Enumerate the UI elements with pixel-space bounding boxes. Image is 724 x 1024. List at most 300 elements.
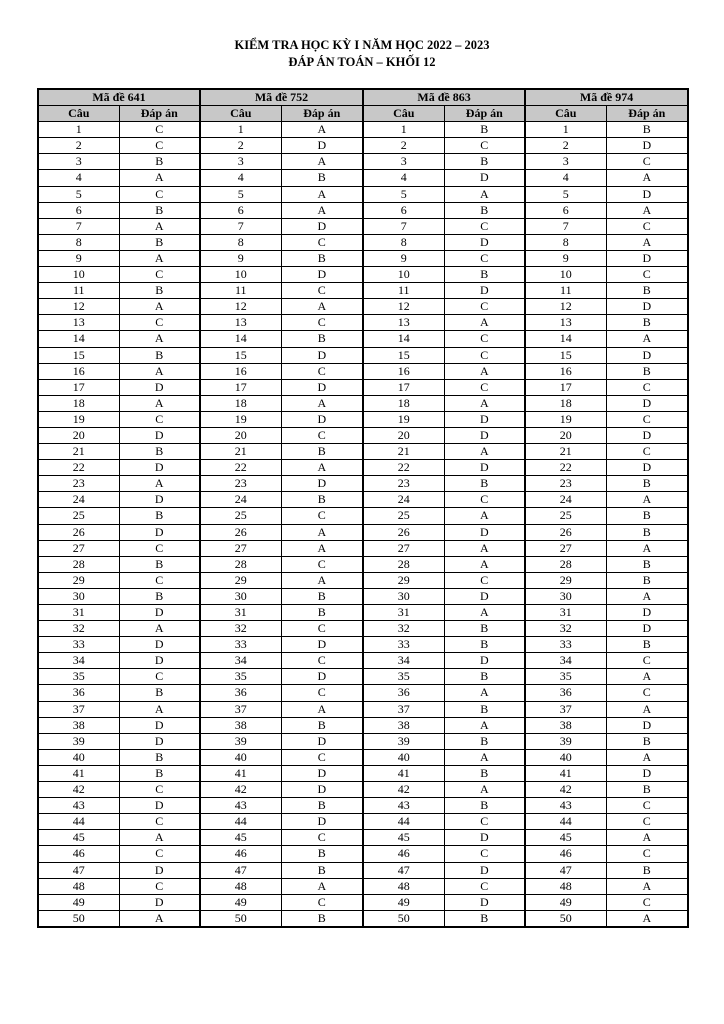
- question-number: 41: [363, 765, 444, 781]
- question-column-header: Câu: [38, 106, 119, 122]
- question-number: 14: [525, 331, 606, 347]
- question-number: 33: [363, 637, 444, 653]
- answer-cell: C: [444, 814, 525, 830]
- table-row: [38, 234, 688, 250]
- question-number: 49: [38, 894, 119, 910]
- question-number: 6: [38, 202, 119, 218]
- question-number: 44: [200, 814, 281, 830]
- answer-cell: A: [606, 588, 688, 604]
- answer-cell: B: [606, 315, 688, 331]
- question-number: 36: [363, 685, 444, 701]
- answer-cell: C: [444, 250, 525, 266]
- question-number: 37: [38, 701, 119, 717]
- question-number: 20: [363, 427, 444, 443]
- answer-cell: D: [119, 460, 200, 476]
- question-number: 19: [38, 411, 119, 427]
- answer-cell: A: [444, 685, 525, 701]
- question-number: 13: [363, 315, 444, 331]
- answer-cell: D: [606, 621, 688, 637]
- question-number: 5: [200, 186, 281, 202]
- table-row: [38, 910, 688, 927]
- table-row: [38, 283, 688, 299]
- question-number: 13: [38, 315, 119, 331]
- answer-cell: B: [444, 202, 525, 218]
- answer-cell: D: [281, 379, 363, 395]
- answer-cell: B: [119, 765, 200, 781]
- answer-cell: A: [281, 524, 363, 540]
- answer-cell: C: [606, 218, 688, 234]
- answer-cell: C: [119, 814, 200, 830]
- question-number: 16: [38, 363, 119, 379]
- answer-cell: B: [606, 283, 688, 299]
- question-number: 4: [200, 170, 281, 186]
- question-number: 15: [38, 347, 119, 363]
- answer-cell: C: [119, 782, 200, 798]
- question-number: 16: [525, 363, 606, 379]
- question-number: 31: [38, 605, 119, 621]
- answer-cell: A: [444, 605, 525, 621]
- answer-cell: C: [281, 363, 363, 379]
- question-number: 21: [363, 444, 444, 460]
- question-number: 6: [363, 202, 444, 218]
- answer-cell: A: [606, 202, 688, 218]
- answer-cell: C: [606, 267, 688, 283]
- answer-cell: C: [281, 685, 363, 701]
- question-number: 4: [363, 170, 444, 186]
- answer-cell: D: [119, 605, 200, 621]
- question-number: 33: [525, 637, 606, 653]
- question-number: 50: [200, 910, 281, 927]
- answer-cell: A: [606, 669, 688, 685]
- answer-cell: D: [281, 411, 363, 427]
- answer-cell: D: [606, 250, 688, 266]
- table-row: [38, 782, 688, 798]
- question-number: 47: [525, 862, 606, 878]
- question-number: 7: [525, 218, 606, 234]
- answer-cell: D: [119, 653, 200, 669]
- table-row: [38, 363, 688, 379]
- answer-cell: A: [444, 395, 525, 411]
- question-number: 23: [38, 476, 119, 492]
- answer-cell: A: [281, 122, 363, 138]
- answer-cell: C: [119, 122, 200, 138]
- answer-cell: B: [281, 444, 363, 460]
- question-number: 19: [363, 411, 444, 427]
- answer-cell: C: [281, 894, 363, 910]
- question-number: 45: [38, 830, 119, 846]
- answer-cell: A: [119, 701, 200, 717]
- question-number: 20: [38, 427, 119, 443]
- answer-cell: C: [281, 234, 363, 250]
- answer-cell: D: [119, 798, 200, 814]
- answer-cell: A: [606, 540, 688, 556]
- question-number: 47: [200, 862, 281, 878]
- answer-cell: B: [606, 508, 688, 524]
- exam-code-header: Mã đề 752: [200, 89, 363, 106]
- question-column-header: Câu: [363, 106, 444, 122]
- question-number: 18: [200, 395, 281, 411]
- question-number: 31: [200, 605, 281, 621]
- answer-cell: A: [119, 830, 200, 846]
- question-number: 46: [363, 846, 444, 862]
- answer-cell: D: [606, 299, 688, 315]
- answer-cell: B: [606, 556, 688, 572]
- answer-cell: C: [444, 218, 525, 234]
- question-number: 1: [363, 122, 444, 138]
- table-row: [38, 202, 688, 218]
- answer-cell: A: [281, 186, 363, 202]
- answer-cell: C: [444, 347, 525, 363]
- answer-cell: C: [444, 138, 525, 154]
- answer-cell: D: [444, 894, 525, 910]
- answer-cell: D: [281, 814, 363, 830]
- answer-cell: D: [444, 588, 525, 604]
- answer-cell: A: [281, 540, 363, 556]
- answer-cell: D: [444, 427, 525, 443]
- answer-cell: A: [281, 572, 363, 588]
- question-number: 2: [200, 138, 281, 154]
- table-row: [38, 476, 688, 492]
- table-row: [38, 331, 688, 347]
- table-row: [38, 444, 688, 460]
- question-number: 49: [363, 894, 444, 910]
- question-number: 11: [38, 283, 119, 299]
- question-number: 33: [38, 637, 119, 653]
- question-number: 12: [38, 299, 119, 315]
- table-row: [38, 814, 688, 830]
- question-number: 18: [38, 395, 119, 411]
- answer-cell: A: [119, 910, 200, 927]
- answer-cell: B: [281, 250, 363, 266]
- answer-cell: A: [444, 556, 525, 572]
- answer-cell: C: [606, 894, 688, 910]
- answer-cell: C: [119, 878, 200, 894]
- question-number: 45: [525, 830, 606, 846]
- question-number: 40: [38, 749, 119, 765]
- question-number: 10: [38, 267, 119, 283]
- table-row: [38, 411, 688, 427]
- document-title: KIỂM TRA HỌC KỲ I NĂM HỌC 2022 – 2023: [234, 38, 490, 52]
- question-number: 41: [200, 765, 281, 781]
- answer-cell: A: [606, 749, 688, 765]
- answer-cell: B: [281, 717, 363, 733]
- answer-cell: A: [281, 154, 363, 170]
- question-number: 5: [38, 186, 119, 202]
- question-number: 16: [200, 363, 281, 379]
- answer-key-table: [37, 88, 689, 928]
- answer-cell: D: [281, 267, 363, 283]
- question-number: 27: [200, 540, 281, 556]
- answer-cell: B: [281, 910, 363, 927]
- question-number: 42: [38, 782, 119, 798]
- question-number: 39: [200, 733, 281, 749]
- question-number: 29: [363, 572, 444, 588]
- answer-cell: D: [606, 427, 688, 443]
- question-number: 29: [525, 572, 606, 588]
- answer-cell: C: [444, 492, 525, 508]
- answer-cell: D: [281, 669, 363, 685]
- question-number: 42: [200, 782, 281, 798]
- answer-cell: A: [119, 331, 200, 347]
- answer-cell: C: [606, 685, 688, 701]
- answer-cell: B: [444, 476, 525, 492]
- answer-cell: B: [281, 862, 363, 878]
- answer-cell: C: [606, 411, 688, 427]
- question-number: 47: [363, 862, 444, 878]
- question-number: 15: [200, 347, 281, 363]
- question-column-header: Câu: [200, 106, 281, 122]
- answer-cell: D: [119, 733, 200, 749]
- question-number: 30: [200, 588, 281, 604]
- answer-cell: D: [119, 717, 200, 733]
- answer-cell: D: [281, 476, 363, 492]
- answer-cell: B: [119, 685, 200, 701]
- table-row: [38, 878, 688, 894]
- answer-cell: B: [444, 733, 525, 749]
- answer-cell: B: [119, 283, 200, 299]
- question-number: 12: [363, 299, 444, 315]
- table-row: [38, 701, 688, 717]
- answer-cell: B: [119, 202, 200, 218]
- answer-cell: A: [444, 508, 525, 524]
- question-number: 3: [38, 154, 119, 170]
- question-number: 43: [525, 798, 606, 814]
- question-number: 24: [525, 492, 606, 508]
- question-number: 29: [200, 572, 281, 588]
- question-number: 12: [200, 299, 281, 315]
- answer-cell: C: [119, 572, 200, 588]
- answer-cell: A: [606, 910, 688, 927]
- answer-cell: A: [444, 315, 525, 331]
- question-number: 1: [525, 122, 606, 138]
- table-row: [38, 540, 688, 556]
- question-number: 10: [525, 267, 606, 283]
- answer-cell: D: [119, 379, 200, 395]
- table-row: [38, 508, 688, 524]
- answer-cell: A: [606, 701, 688, 717]
- question-number: 23: [363, 476, 444, 492]
- answer-cell: D: [281, 138, 363, 154]
- question-number: 13: [525, 315, 606, 331]
- question-number: 36: [200, 685, 281, 701]
- answer-cell: B: [281, 170, 363, 186]
- table-row: [38, 717, 688, 733]
- question-number: 34: [200, 653, 281, 669]
- question-number: 28: [38, 556, 119, 572]
- answer-column-header: Đáp án: [606, 106, 688, 122]
- table-row: [38, 830, 688, 846]
- table-row: [38, 122, 688, 138]
- answer-cell: C: [119, 540, 200, 556]
- question-number: 45: [363, 830, 444, 846]
- answer-cell: A: [119, 363, 200, 379]
- question-number: 25: [200, 508, 281, 524]
- question-number: 38: [363, 717, 444, 733]
- exam-code-header-row: [38, 89, 688, 106]
- answer-cell: B: [281, 846, 363, 862]
- table-row: [38, 379, 688, 395]
- question-number: 32: [525, 621, 606, 637]
- answer-cell: D: [281, 765, 363, 781]
- question-number: 12: [525, 299, 606, 315]
- question-number: 32: [200, 621, 281, 637]
- answer-cell: B: [606, 524, 688, 540]
- question-number: 28: [525, 556, 606, 572]
- answer-cell: B: [606, 637, 688, 653]
- answer-cell: B: [281, 331, 363, 347]
- question-number: 31: [525, 605, 606, 621]
- exam-code-header: Mã đề 641: [38, 89, 200, 106]
- question-number: 18: [525, 395, 606, 411]
- answer-cell: B: [119, 588, 200, 604]
- question-number: 21: [38, 444, 119, 460]
- question-number: 35: [38, 669, 119, 685]
- answer-cell: D: [119, 862, 200, 878]
- answer-cell: B: [444, 154, 525, 170]
- answer-cell: A: [444, 444, 525, 460]
- question-number: 27: [38, 540, 119, 556]
- answer-cell: A: [281, 395, 363, 411]
- answer-cell: C: [281, 653, 363, 669]
- question-number: 17: [525, 379, 606, 395]
- question-number: 26: [38, 524, 119, 540]
- answer-cell: B: [119, 347, 200, 363]
- question-number: 38: [200, 717, 281, 733]
- question-number: 14: [363, 331, 444, 347]
- answer-cell: D: [119, 637, 200, 653]
- answer-cell: A: [119, 476, 200, 492]
- question-number: 14: [200, 331, 281, 347]
- question-number: 21: [525, 444, 606, 460]
- answer-cell: C: [606, 653, 688, 669]
- answer-cell: D: [281, 347, 363, 363]
- table-row: [38, 894, 688, 910]
- answer-cell: C: [119, 315, 200, 331]
- question-number: 17: [363, 379, 444, 395]
- answer-cell: B: [444, 122, 525, 138]
- table-row: [38, 765, 688, 781]
- question-number: 8: [38, 234, 119, 250]
- question-number: 17: [38, 379, 119, 395]
- table-row: [38, 749, 688, 765]
- answer-cell: C: [281, 315, 363, 331]
- question-number: 46: [38, 846, 119, 862]
- question-number: 27: [363, 540, 444, 556]
- answer-cell: C: [281, 749, 363, 765]
- answer-cell: B: [281, 605, 363, 621]
- question-number: 4: [38, 170, 119, 186]
- answer-cell: B: [444, 621, 525, 637]
- answer-cell: C: [119, 186, 200, 202]
- answer-cell: A: [606, 492, 688, 508]
- answer-cell: C: [444, 572, 525, 588]
- answer-cell: C: [606, 846, 688, 862]
- question-number: 26: [200, 524, 281, 540]
- answer-cell: C: [119, 411, 200, 427]
- answer-cell: A: [119, 250, 200, 266]
- question-number: 11: [363, 283, 444, 299]
- answer-cell: A: [444, 363, 525, 379]
- answer-cell: B: [444, 798, 525, 814]
- question-number: 9: [200, 250, 281, 266]
- answer-cell: B: [281, 798, 363, 814]
- answer-cell: D: [444, 411, 525, 427]
- answer-cell: D: [606, 605, 688, 621]
- answer-cell: D: [444, 830, 525, 846]
- answer-cell: A: [606, 331, 688, 347]
- answer-cell: D: [444, 283, 525, 299]
- table-row: [38, 250, 688, 266]
- question-number: 8: [525, 234, 606, 250]
- question-number: 41: [38, 765, 119, 781]
- answer-cell: D: [119, 524, 200, 540]
- question-number: 33: [200, 637, 281, 653]
- question-number: 22: [200, 460, 281, 476]
- question-number: 34: [363, 653, 444, 669]
- question-number: 30: [525, 588, 606, 604]
- question-number: 22: [525, 460, 606, 476]
- question-number: 5: [525, 186, 606, 202]
- question-number: 3: [525, 154, 606, 170]
- question-number: 48: [363, 878, 444, 894]
- answer-cell: A: [444, 782, 525, 798]
- question-number: 37: [363, 701, 444, 717]
- table-row: [38, 170, 688, 186]
- question-number: 39: [38, 733, 119, 749]
- question-column-header: Câu: [525, 106, 606, 122]
- answer-cell: B: [444, 910, 525, 927]
- answer-cell: B: [606, 572, 688, 588]
- answer-cell: A: [119, 170, 200, 186]
- question-number: 14: [38, 331, 119, 347]
- answer-cell: B: [119, 556, 200, 572]
- question-number: 35: [363, 669, 444, 685]
- answer-rows: [38, 122, 688, 927]
- question-number: 18: [363, 395, 444, 411]
- table-row: [38, 653, 688, 669]
- question-number: 23: [200, 476, 281, 492]
- question-number: 29: [38, 572, 119, 588]
- answer-cell: C: [281, 621, 363, 637]
- answer-cell: C: [281, 508, 363, 524]
- answer-cell: B: [606, 862, 688, 878]
- question-number: 10: [200, 267, 281, 283]
- question-number: 44: [525, 814, 606, 830]
- question-number: 39: [363, 733, 444, 749]
- table-row: [38, 154, 688, 170]
- question-number: 26: [363, 524, 444, 540]
- question-number: 22: [38, 460, 119, 476]
- question-number: 48: [525, 878, 606, 894]
- question-number: 35: [525, 669, 606, 685]
- answer-cell: D: [606, 765, 688, 781]
- question-number: 9: [363, 250, 444, 266]
- answer-cell: C: [444, 846, 525, 862]
- question-number: 35: [200, 669, 281, 685]
- table-row: [38, 588, 688, 604]
- answer-cell: D: [606, 395, 688, 411]
- answer-cell: B: [444, 701, 525, 717]
- question-number: 32: [363, 621, 444, 637]
- question-number: 50: [525, 910, 606, 927]
- question-number: 46: [525, 846, 606, 862]
- answer-cell: B: [281, 492, 363, 508]
- answer-column-header: Đáp án: [281, 106, 363, 122]
- column-header-row: [38, 106, 688, 122]
- question-number: 50: [38, 910, 119, 927]
- question-number: 15: [363, 347, 444, 363]
- answer-cell: C: [281, 427, 363, 443]
